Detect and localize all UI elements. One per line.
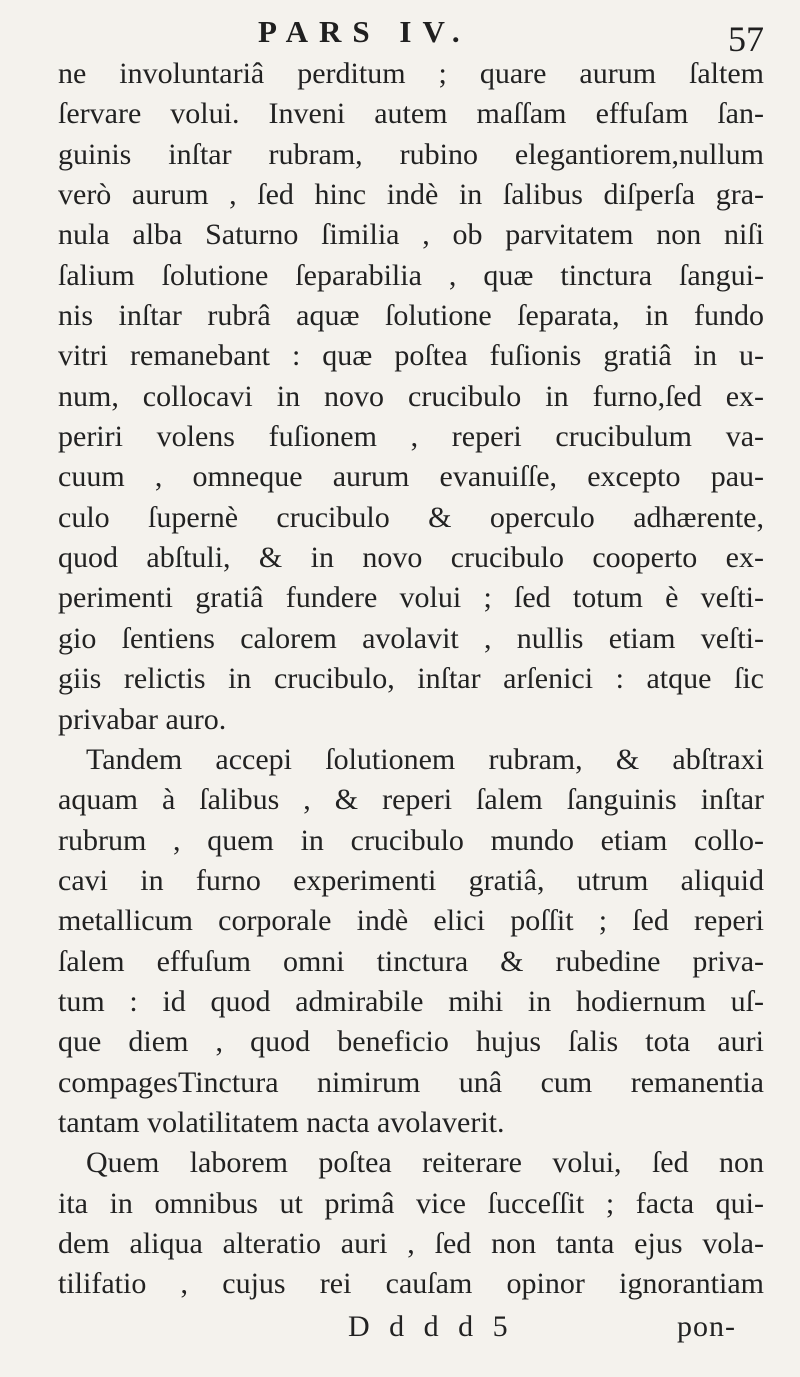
text-line: ſervare volui. Inveni autem maſſam effuſam ſan- — [58, 97, 764, 131]
text-line: dem aliqua alteratio auri , ſed non tanta ejus vola- — [58, 1226, 764, 1260]
text-line: gio ſentiens calorem avolavit , nullis etiam veſti- — [58, 621, 764, 655]
text-line: verò aurum , ſed hinc indè in ſalibus diſperſa gra- — [58, 178, 764, 212]
text-line: nula alba Saturno ſimilia , ob parvitatem non niſi — [58, 218, 764, 252]
paragraph-start-line: Quem laborem poſtea reiterare volui, ſed non — [86, 1146, 764, 1180]
running-head: PARS IV. — [258, 14, 471, 49]
text-line: vitri remanebant : quæ poſtea fuſionis gratiâ in u- — [58, 339, 764, 373]
text-line: aquam à ſalibus , & reperi ſalem ſanguinis inſtar — [58, 783, 764, 817]
signature-mark: D d d d 5 — [348, 1309, 514, 1343]
text-line: privabar auro. — [58, 702, 227, 736]
text-line: cavi in furno experimenti gratiâ, utrum aliquid — [58, 863, 764, 897]
text-line: ſalium ſolutione ſeparabilia , quæ tinctura ſangui- — [58, 258, 764, 292]
text-line: metallicum corporale indè elici poſſit ; ſed reperi — [58, 904, 764, 938]
text-line: guinis inſtar rubram, rubino elegantiorem,nullum — [58, 137, 764, 171]
paragraph-start-line: Tandem accepi ſolutionem rubram, & abſtraxi — [86, 742, 764, 776]
text-line: rubrum , quem in crucibulo mundo etiam collo- — [58, 823, 764, 857]
page-number: 57 — [728, 19, 764, 59]
text-line: tum : id quod admirabile mihi in hodiernum uſ- — [58, 984, 764, 1018]
text-line: ſalem effuſum omni tinctura & rubedine priva- — [58, 944, 764, 978]
text-line: cuum , omneque aurum evanuiſſe, excepto pau- — [58, 460, 764, 494]
page-header — [0, 10, 800, 60]
text-line: tilifatio , cujus rei cauſam opinor ignorantiam — [58, 1267, 764, 1301]
text-line: que diem , quod beneficio hujus ſalis tota auri — [58, 1025, 764, 1059]
text-line: compagesTinctura nimirum unâ cum remanentia — [58, 1065, 764, 1099]
text-line: ne involuntariâ perditum ; quare aurum ſaltem — [58, 57, 764, 90]
catchword: pon- — [677, 1309, 736, 1343]
text-line: periri volens fuſionem , reperi crucibulum va- — [58, 420, 764, 454]
text-line: giis relictis in crucibulo, inſtar arſenici : atque ſic — [58, 662, 764, 696]
body-text — [58, 54, 764, 1347]
page-footer — [58, 1307, 764, 1347]
text-line: perimenti gratiâ fundere volui ; ſed totum è veſti- — [58, 581, 764, 615]
text-line: num, collocavi in novo crucibulo in furno,ſed ex- — [58, 379, 764, 413]
text-line: ita in omnibus ut primâ vice ſucceſſit ; facta qui- — [58, 1186, 764, 1220]
text-line: quod abſtuli, & in novo crucibulo cooperto ex- — [58, 541, 764, 575]
text-line: nis inſtar rubrâ aquæ ſolutione ſeparata, in fundo — [58, 299, 764, 333]
text-line: tantam volatilitatem nacta avolaverit. — [58, 1105, 505, 1139]
text-line: culo ſupernè crucibulo & operculo adhærente, — [58, 500, 764, 534]
